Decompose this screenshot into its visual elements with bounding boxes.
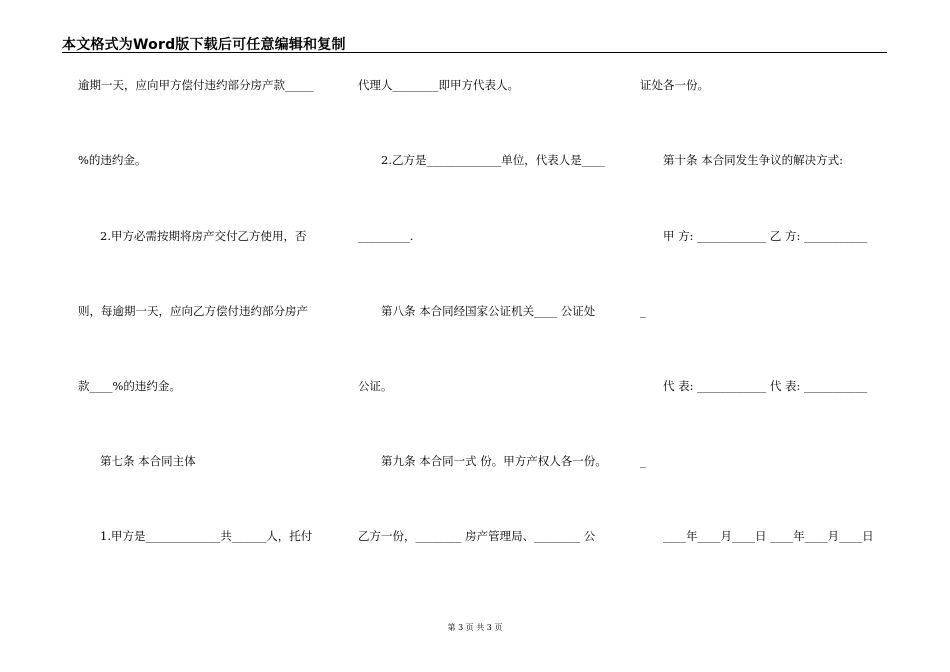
paragraph-line: 则，每逾期一天，应向乙方偿付违约部分房产 bbox=[78, 304, 308, 318]
date-line: ____年____月____日 ____年____月____日 bbox=[663, 529, 874, 543]
paragraph-line: %的违约金。 bbox=[78, 153, 147, 167]
paragraph-line: 逾期一天，应向甲方偿付违约部分房产款_____ bbox=[78, 78, 314, 92]
section-heading: 第七条 本合同主体 bbox=[100, 454, 196, 468]
paragraph-line: 公证。 bbox=[358, 379, 393, 393]
paragraph-line: 款____%的违约金。 bbox=[78, 379, 181, 393]
paragraph-line: 证处各一份。 bbox=[640, 78, 709, 92]
page-number: 第 3 页 共 3 页 bbox=[447, 623, 503, 632]
paragraph-line: 2.乙方是_____________单位，代表人是____ bbox=[381, 153, 605, 167]
signature-line-parties: 甲 方: ____________ 乙 方: ___________ bbox=[663, 229, 868, 243]
section-heading: 第十条 本合同发生争议的解决方式: bbox=[663, 153, 844, 167]
section-heading: 第八条 本合同经国家公证机关____ 公证处 bbox=[381, 304, 596, 318]
paragraph-line: 乙方一份，________ 房产管理局、________ 公 bbox=[358, 529, 596, 543]
header-divider bbox=[62, 52, 887, 53]
paragraph-line: _________. bbox=[358, 229, 414, 243]
paragraph-line: 2.甲方必需按期将房产交付乙方使用，否 bbox=[100, 229, 307, 243]
paragraph-line: 1.甲方是_____________共______人，托付 bbox=[100, 529, 313, 543]
paragraph-line: _ bbox=[640, 304, 646, 318]
signature-line-representatives: 代 表: ____________ 代 表: ___________ bbox=[663, 379, 868, 393]
paragraph-line: _ bbox=[640, 454, 646, 468]
header-title: 本文格式为Word版下载后可任意编辑和复制 bbox=[62, 37, 346, 53]
section-heading: 第九条 本合同一式 份。甲方产权人各一份。 bbox=[381, 454, 607, 468]
paragraph-line: 代理人________即甲方代表人。 bbox=[358, 78, 519, 92]
